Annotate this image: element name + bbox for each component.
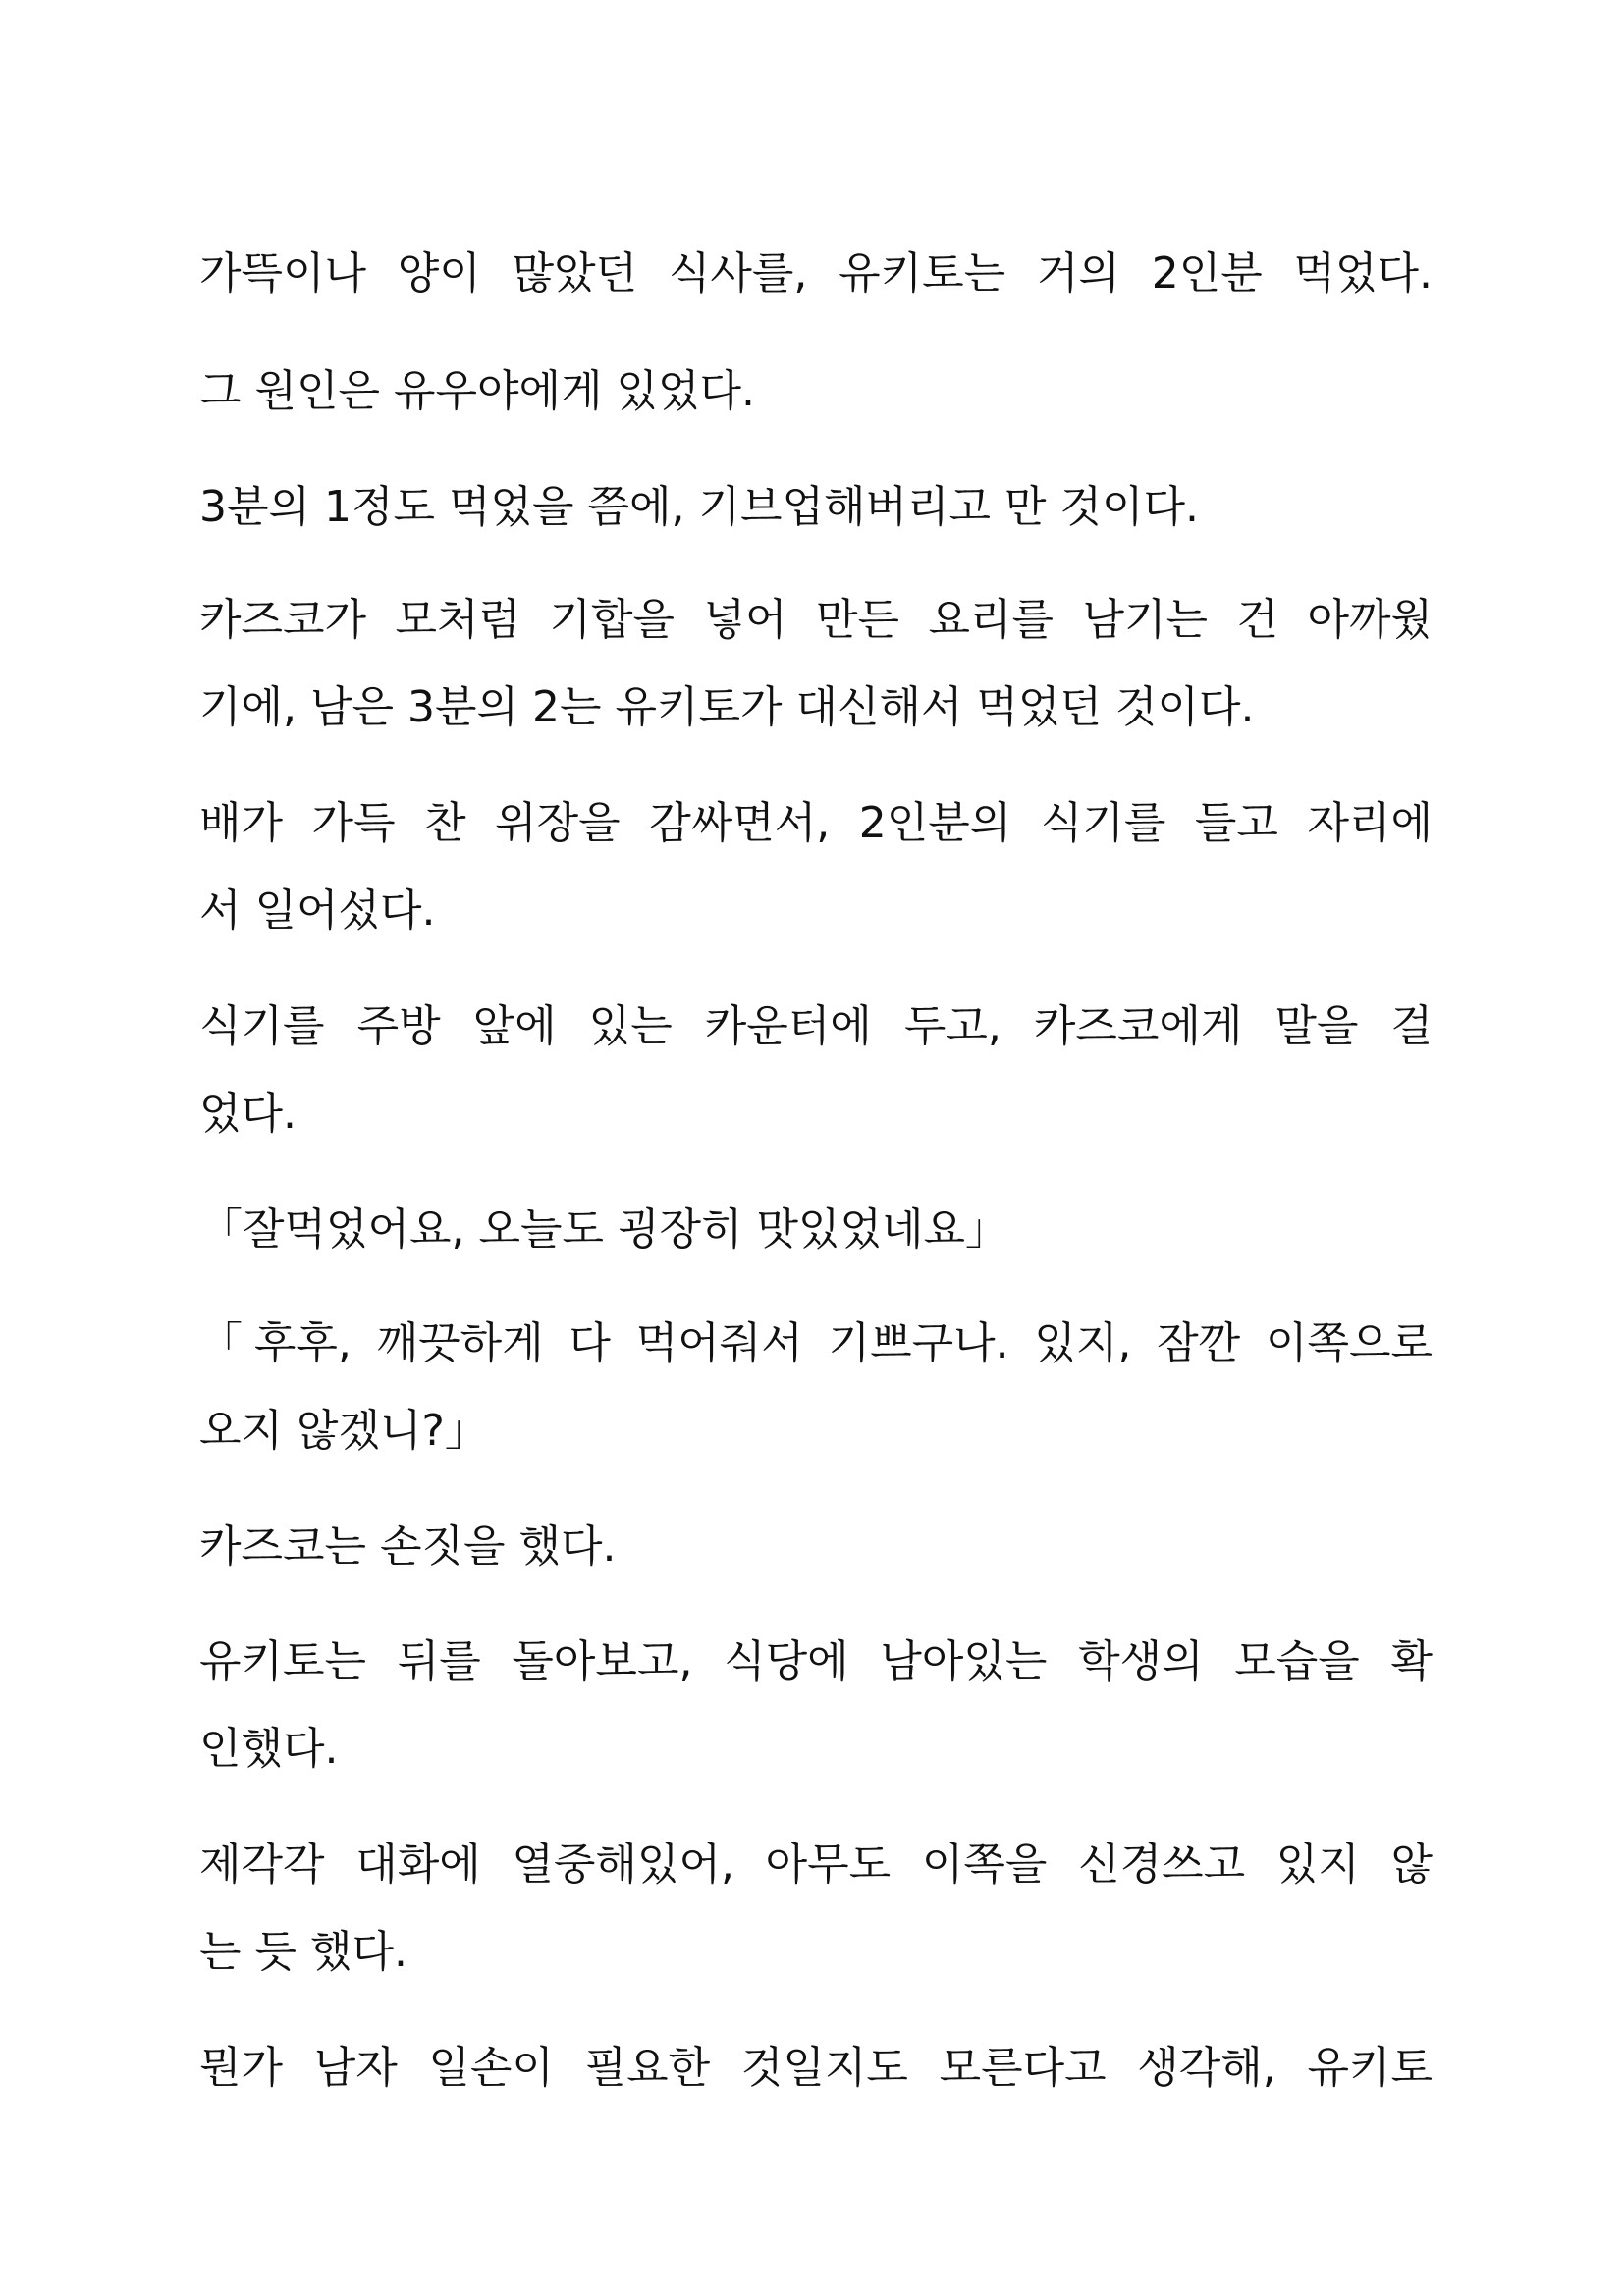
paragraph-line: 3분의 1정도 먹었을 쯤에, 기브업해버리고 만 것이다. — [199, 482, 1199, 532]
paragraph-line: 유키토는 뒤를 돌아보고, 식당에 남아있는 학생의 모습을 확 — [199, 1636, 1433, 1686]
paragraph-line: 배가 가득 찬 위장을 감싸면서, 2인분의 식기를 들고 자리에 — [199, 798, 1433, 848]
paragraph-line: 었다. — [199, 1089, 297, 1139]
paragraph-line: 뭔가 남자 일손이 필요한 것일지도 모른다고 생각해, 유키토 — [199, 2043, 1433, 2093]
dialogue-line: 「후후, 깨끗하게 다 먹어줘서 기쁘구나. 있지, 잠깐 이쪽으로 — [199, 1318, 1433, 1368]
paragraph-line: 카즈코는 손짓을 했다. — [199, 1522, 617, 1572]
paragraph-line: 카즈코가 모처럼 기합을 넣어 만든 요리를 남기는 건 아까웠 — [199, 595, 1433, 645]
paragraph-line: 인했다. — [199, 1724, 339, 1774]
paragraph-line: 기에, 남은 3분의 2는 유키토가 대신해서 먹었던 것이다. — [199, 682, 1255, 732]
dialogue-line: 「잘먹었어요, 오늘도 굉장히 맛있었네요」 — [199, 1204, 1009, 1255]
paragraph-line: 가뜩이나 양이 많았던 식사를, 유키토는 거의 2인분 먹었다. — [199, 248, 1433, 298]
paragraph-line: 는 듯 했다. — [199, 1927, 407, 1977]
paragraph-line: 제각각 대화에 열중해있어, 아무도 이쪽을 신경쓰고 있지 않 — [199, 1840, 1433, 1890]
dialogue-line: 오지 않겠니?」 — [199, 1406, 488, 1456]
paragraph-line: 서 일어섰다. — [199, 885, 436, 935]
paragraph-line: 그 원인은 유우야에게 있었다. — [199, 366, 755, 416]
paragraph-line: 식기를 주방 앞에 있는 카운터에 두고, 카즈코에게 말을 걸 — [199, 1001, 1433, 1051]
